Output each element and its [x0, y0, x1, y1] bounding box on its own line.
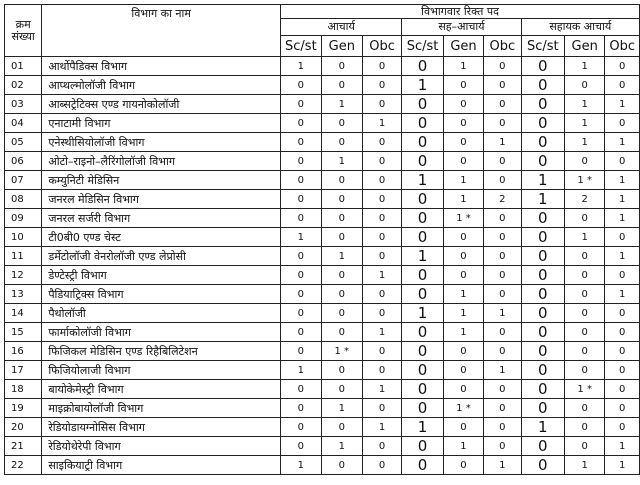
vacancy-count: 1 *	[565, 380, 605, 399]
vacancy-count: 0	[362, 361, 401, 380]
vacancy-count: 0	[565, 437, 605, 456]
vacancy-count: 0	[362, 399, 401, 418]
vacancy-count: 0	[402, 399, 444, 418]
vacancy-count: 0	[565, 361, 605, 380]
vacancy-count: 1	[521, 418, 564, 437]
serial-number: 21	[5, 437, 42, 456]
vacancy-count: 0	[321, 285, 362, 304]
vacancy-count: 0	[402, 380, 444, 399]
table-row	[5, 152, 640, 171]
category-header-gen: Gen	[565, 36, 605, 57]
vacancy-count: 0	[484, 266, 521, 285]
serial-number: 07	[5, 171, 42, 190]
vacancies-header: विभागवार रिक्त पद	[281, 5, 640, 19]
vacancy-count: 1	[321, 437, 362, 456]
vacancy-count: 0	[281, 190, 322, 209]
vacancy-count: 1	[521, 190, 564, 209]
vacancy-count: 0	[605, 266, 640, 285]
vacancy-count: 1	[605, 133, 640, 152]
vacancy-count: 1	[484, 304, 521, 323]
vacancy-count: 1	[565, 133, 605, 152]
serial-header-line-1: क्रम	[15, 17, 31, 31]
table-row	[5, 171, 640, 190]
vacancy-count: 0	[402, 95, 444, 114]
vacancy-count: 1	[362, 418, 401, 437]
vacancy-count: 0	[281, 152, 322, 171]
vacancy-count: 0	[565, 304, 605, 323]
vacancy-count: 0	[362, 285, 401, 304]
vacancy-count: 0	[402, 152, 444, 171]
vacancy-count: 0	[484, 418, 521, 437]
department-name: बायोकेमेस्ट्री विभाग	[42, 380, 281, 399]
vacancy-count: 1	[321, 152, 362, 171]
vacancy-count: 0	[565, 247, 605, 266]
group-header-associate-professor: सह–आचार्य	[402, 19, 521, 36]
vacancy-count: 1	[402, 418, 444, 437]
vacancy-count: 1	[362, 114, 401, 133]
vacancy-count: 0	[321, 171, 362, 190]
vacancy-count: 0	[443, 456, 483, 475]
vacancy-count: 0	[443, 133, 483, 152]
vacancy-count: 0	[605, 304, 640, 323]
serial-number: 01	[5, 57, 42, 76]
serial-number: 22	[5, 456, 42, 475]
vacancy-count: 1	[402, 304, 444, 323]
department-name: आब्सट्रेटिक्स एण्ड गायनोकोलॉजी	[42, 95, 281, 114]
vacancy-count: 1 *	[565, 171, 605, 190]
serial-header	[5, 5, 42, 57]
department-name: एनाटामी विभाग	[42, 114, 281, 133]
vacancy-count: 0	[402, 133, 444, 152]
vacancy-count: 1	[605, 437, 640, 456]
vacancy-count: 0	[402, 437, 444, 456]
vacancy-count: 0	[443, 380, 483, 399]
vacancy-count: 1	[443, 304, 483, 323]
department-name: फार्माकोलॉजी विभाग	[42, 323, 281, 342]
vacancy-count: 0	[402, 285, 444, 304]
vacancy-count: 0	[605, 57, 640, 76]
vacancy-count: 0	[565, 76, 605, 95]
category-header-gen: Gen	[321, 36, 362, 57]
vacancy-count: 1	[484, 133, 521, 152]
vacancy-table-container	[4, 4, 640, 475]
serial-number: 02	[5, 76, 42, 95]
vacancy-count: 0	[605, 76, 640, 95]
table-row	[5, 95, 640, 114]
serial-number: 04	[5, 114, 42, 133]
vacancy-count: 0	[484, 95, 521, 114]
vacancy-count: 0	[521, 209, 564, 228]
table-row	[5, 437, 640, 456]
vacancy-count: 0	[362, 437, 401, 456]
serial-number: 11	[5, 247, 42, 266]
serial-number: 12	[5, 266, 42, 285]
serial-number: 18	[5, 380, 42, 399]
vacancy-count: 0	[443, 76, 483, 95]
vacancy-count: 0	[281, 76, 322, 95]
table-row	[5, 456, 640, 475]
category-header-gen: Gen	[443, 36, 483, 57]
vacancy-count: 0	[521, 76, 564, 95]
vacancy-count: 0	[281, 285, 322, 304]
table-row	[5, 133, 640, 152]
vacancy-count: 0	[321, 456, 362, 475]
vacancy-count: 0	[281, 399, 322, 418]
vacancy-count: 0	[484, 285, 521, 304]
vacancy-count: 0	[443, 247, 483, 266]
serial-number: 09	[5, 209, 42, 228]
serial-number: 15	[5, 323, 42, 342]
vacancy-count: 1	[521, 171, 564, 190]
vacancy-count: 0	[321, 361, 362, 380]
vacancy-count: 0	[565, 342, 605, 361]
vacancy-count: 0	[321, 323, 362, 342]
department-name: माइक्रोबायोलॉजी विभाग	[42, 399, 281, 418]
department-name: रेडियोथेरेपी विभाग	[42, 437, 281, 456]
vacancy-count: 0	[362, 190, 401, 209]
vacancy-count: 1	[605, 190, 640, 209]
vacancy-count: 1	[402, 171, 444, 190]
category-header-obc: Obc	[605, 36, 640, 57]
serial-number: 05	[5, 133, 42, 152]
vacancy-count: 0	[521, 380, 564, 399]
vacancy-count: 0	[321, 76, 362, 95]
vacancy-count: 0	[281, 171, 322, 190]
department-name: कम्युनिटी मेडिसिन	[42, 171, 281, 190]
department-name: पैथोलॉजी	[42, 304, 281, 323]
vacancy-count: 1	[565, 57, 605, 76]
table-row	[5, 190, 640, 209]
vacancy-count: 1	[321, 399, 362, 418]
vacancy-count: 0	[605, 361, 640, 380]
vacancy-count: 0	[362, 342, 401, 361]
category-header-obc: Obc	[362, 36, 401, 57]
vacancy-count: 0	[521, 323, 564, 342]
vacancy-count: 0	[484, 247, 521, 266]
category-header-obc: Obc	[484, 36, 521, 57]
serial-number: 08	[5, 190, 42, 209]
vacancy-count: 0	[521, 266, 564, 285]
vacancy-count: 0	[402, 209, 444, 228]
vacancy-count: 0	[321, 114, 362, 133]
vacancy-count: 1	[321, 95, 362, 114]
vacancy-count: 0	[362, 209, 401, 228]
vacancy-count: 0	[402, 114, 444, 133]
vacancy-count: 0	[605, 152, 640, 171]
vacancy-count: 0	[362, 456, 401, 475]
vacancy-count: 1	[443, 285, 483, 304]
vacancy-count: 0	[565, 418, 605, 437]
table-row	[5, 361, 640, 380]
vacancy-count: 0	[565, 152, 605, 171]
vacancy-count: 0	[443, 95, 483, 114]
category-header-sc-st: Sc/st	[521, 36, 564, 57]
vacancy-count: 0	[281, 323, 322, 342]
vacancy-count: 0	[362, 228, 401, 247]
vacancy-count: 0	[443, 266, 483, 285]
vacancy-count: 1	[362, 380, 401, 399]
vacancy-count: 0	[565, 399, 605, 418]
vacancy-count: 0	[443, 152, 483, 171]
vacancy-count: 1	[605, 171, 640, 190]
serial-header-line-2: संख्या	[11, 29, 35, 43]
vacancy-count: 0	[565, 323, 605, 342]
department-name: जनरल मेडिसिन विभाग	[42, 190, 281, 209]
vacancy-count: 0	[362, 304, 401, 323]
vacancy-count: 0	[484, 437, 521, 456]
vacancy-count: 1 *	[443, 209, 483, 228]
vacancy-count: 1	[484, 361, 521, 380]
vacancy-count: 0	[605, 399, 640, 418]
vacancy-count: 0	[402, 228, 444, 247]
department-name: ओटो–राइनो–लैरिंगोलॉजी विभाग	[42, 152, 281, 171]
vacancy-count: 0	[484, 342, 521, 361]
department-header: विभाग का नाम	[42, 5, 281, 57]
vacancy-count: 2	[565, 190, 605, 209]
table-row	[5, 228, 640, 247]
vacancy-count: 1	[443, 57, 483, 76]
vacancy-count: 0	[321, 418, 362, 437]
vacancy-count: 0	[281, 342, 322, 361]
vacancy-count: 0	[443, 418, 483, 437]
table-row	[5, 114, 640, 133]
vacancy-count: 0	[443, 114, 483, 133]
vacancy-count: 1	[565, 228, 605, 247]
department-name: आप्थल्मोलॉजी विभाग	[42, 76, 281, 95]
vacancy-count: 0	[362, 57, 401, 76]
vacancy-count: 1	[605, 247, 640, 266]
vacancy-count: 0	[521, 133, 564, 152]
vacancy-count: 1	[443, 190, 483, 209]
vacancy-count: 0	[281, 114, 322, 133]
vacancy-count: 0	[281, 133, 322, 152]
vacancy-count: 0	[484, 57, 521, 76]
vacancy-count: 0	[521, 228, 564, 247]
vacancy-count: 0	[605, 228, 640, 247]
vacancy-count: 0	[521, 456, 564, 475]
vacancy-count: 1	[565, 114, 605, 133]
table-row	[5, 209, 640, 228]
vacancy-count: 1	[443, 437, 483, 456]
vacancy-count: 0	[362, 95, 401, 114]
vacancy-count: 0	[281, 266, 322, 285]
table-row	[5, 266, 640, 285]
vacancy-count: 0	[281, 95, 322, 114]
vacancy-count: 0	[402, 323, 444, 342]
department-name: फिजिकल मेडिसिन एण्ड रिहैबिलिटेशन	[42, 342, 281, 361]
serial-number: 03	[5, 95, 42, 114]
group-header-assistant-professor: सहायक आचार्य	[521, 19, 639, 36]
category-header-sc-st: Sc/st	[402, 36, 444, 57]
vacancy-count: 0	[565, 209, 605, 228]
department-name: आर्थोपैडिक्स विभाग	[42, 57, 281, 76]
vacancy-count: 1	[443, 171, 483, 190]
vacancy-count: 0	[321, 190, 362, 209]
vacancy-count: 1	[402, 247, 444, 266]
serial-number: 14	[5, 304, 42, 323]
vacancy-count: 0	[362, 171, 401, 190]
vacancy-count: 0	[484, 152, 521, 171]
vacancy-count: 0	[321, 133, 362, 152]
vacancy-count: 0	[443, 228, 483, 247]
vacancy-count: 1	[565, 456, 605, 475]
vacancy-count: 1 *	[443, 399, 483, 418]
department-name: फिजियोलाजी विभाग	[42, 361, 281, 380]
vacancy-count: 0	[521, 342, 564, 361]
vacancy-count: 0	[402, 361, 444, 380]
vacancy-count: 0	[321, 304, 362, 323]
department-name: डेण्टेस्ट्री विभाग	[42, 266, 281, 285]
vacancy-count: 0	[281, 380, 322, 399]
serial-number: 13	[5, 285, 42, 304]
department-name: जनरल सर्जरी विभाग	[42, 209, 281, 228]
vacancy-count: 1	[281, 228, 322, 247]
vacancy-count: 0	[402, 266, 444, 285]
vacancy-count: 1	[605, 95, 640, 114]
vacancy-count: 0	[281, 247, 322, 266]
vacancy-count: 0	[484, 323, 521, 342]
vacancy-count: 1	[402, 76, 444, 95]
vacancy-count: 1	[565, 95, 605, 114]
vacancy-count: 0	[605, 418, 640, 437]
category-header-sc-st: Sc/st	[281, 36, 322, 57]
vacancy-count: 1	[443, 323, 483, 342]
table-row	[5, 323, 640, 342]
vacancy-count: 0	[521, 114, 564, 133]
serial-number: 17	[5, 361, 42, 380]
vacancy-count: 0	[443, 342, 483, 361]
vacancy-count: 0	[321, 380, 362, 399]
table-row	[5, 399, 640, 418]
vacancy-count: 0	[362, 152, 401, 171]
vacancy-count: 0	[605, 114, 640, 133]
table-row	[5, 418, 640, 437]
vacancy-count: 0	[362, 133, 401, 152]
vacancy-count: 0	[484, 76, 521, 95]
vacancy-count: 0	[605, 342, 640, 361]
vacancy-count: 0	[521, 437, 564, 456]
vacancy-count: 1	[605, 209, 640, 228]
vacancy-count: 0	[484, 399, 521, 418]
department-name: पैडियाट्रिक्स विभाग	[42, 285, 281, 304]
vacancy-count: 0	[484, 171, 521, 190]
vacancy-count: 1	[281, 456, 322, 475]
vacancy-count: 0	[484, 209, 521, 228]
department-name: रेडियोडायग्नोसिस विभाग	[42, 418, 281, 437]
vacancy-count: 0	[402, 456, 444, 475]
vacancy-count: 1	[362, 323, 401, 342]
group-header-professor: आचार्य	[281, 19, 402, 36]
vacancy-count: 0	[281, 304, 322, 323]
department-name: डर्मेटोलॉजी वेनरोलॉजी एण्ड लेप्रोसी	[42, 247, 281, 266]
vacancy-count: 0	[402, 342, 444, 361]
vacancy-count: 0	[484, 228, 521, 247]
vacancy-count: 0	[605, 323, 640, 342]
table-row	[5, 304, 640, 323]
vacancy-count: 0	[321, 209, 362, 228]
vacancy-count: 0	[521, 57, 564, 76]
table-row	[5, 380, 640, 399]
vacancy-count: 0	[321, 228, 362, 247]
table-row	[5, 57, 640, 76]
vacancy-count: 0	[484, 114, 521, 133]
vacancy-count: 0	[521, 95, 564, 114]
vacancy-count: 0	[281, 209, 322, 228]
vacancy-count: 1	[484, 456, 521, 475]
vacancy-count: 0	[521, 247, 564, 266]
vacancy-count: 0	[565, 285, 605, 304]
serial-number: 10	[5, 228, 42, 247]
vacancy-count: 0	[521, 152, 564, 171]
vacancy-count: 0	[402, 57, 444, 76]
vacancy-count: 1	[281, 361, 322, 380]
serial-number: 19	[5, 399, 42, 418]
department-name: टी0बी0 एण्ड चेस्ट	[42, 228, 281, 247]
vacancy-count: 0	[281, 437, 322, 456]
serial-number: 20	[5, 418, 42, 437]
serial-number: 06	[5, 152, 42, 171]
vacancy-table-body	[5, 57, 640, 475]
table-row	[5, 342, 640, 361]
vacancy-count: 0	[321, 57, 362, 76]
vacancy-count: 0	[521, 361, 564, 380]
table-row	[5, 76, 640, 95]
vacancy-count: 0	[521, 304, 564, 323]
vacancy-count: 1	[605, 285, 640, 304]
vacancy-count: 0	[484, 380, 521, 399]
vacancy-count: 2	[484, 190, 521, 209]
vacancy-count: 1	[321, 247, 362, 266]
table-row	[5, 247, 640, 266]
serial-number: 16	[5, 342, 42, 361]
vacancy-count: 0	[281, 418, 322, 437]
table-row	[5, 285, 640, 304]
vacancy-count: 0	[565, 266, 605, 285]
vacancy-count: 0	[443, 361, 483, 380]
department-name: एनेस्थीसियोलॉजी विभाग	[42, 133, 281, 152]
vacancy-count: 1 *	[321, 342, 362, 361]
vacancy-count: 0	[362, 76, 401, 95]
vacancy-count: 0	[402, 190, 444, 209]
vacancy-count: 1	[605, 456, 640, 475]
department-name: साइकियाट्री विभाग	[42, 456, 281, 475]
vacancy-count: 1	[362, 266, 401, 285]
vacancy-count: 0	[605, 380, 640, 399]
vacancy-count: 0	[362, 247, 401, 266]
vacancy-count: 0	[521, 399, 564, 418]
vacancy-count: 1	[281, 57, 322, 76]
vacancy-table	[4, 4, 640, 475]
vacancy-count: 0	[521, 285, 564, 304]
vacancy-count: 0	[321, 266, 362, 285]
